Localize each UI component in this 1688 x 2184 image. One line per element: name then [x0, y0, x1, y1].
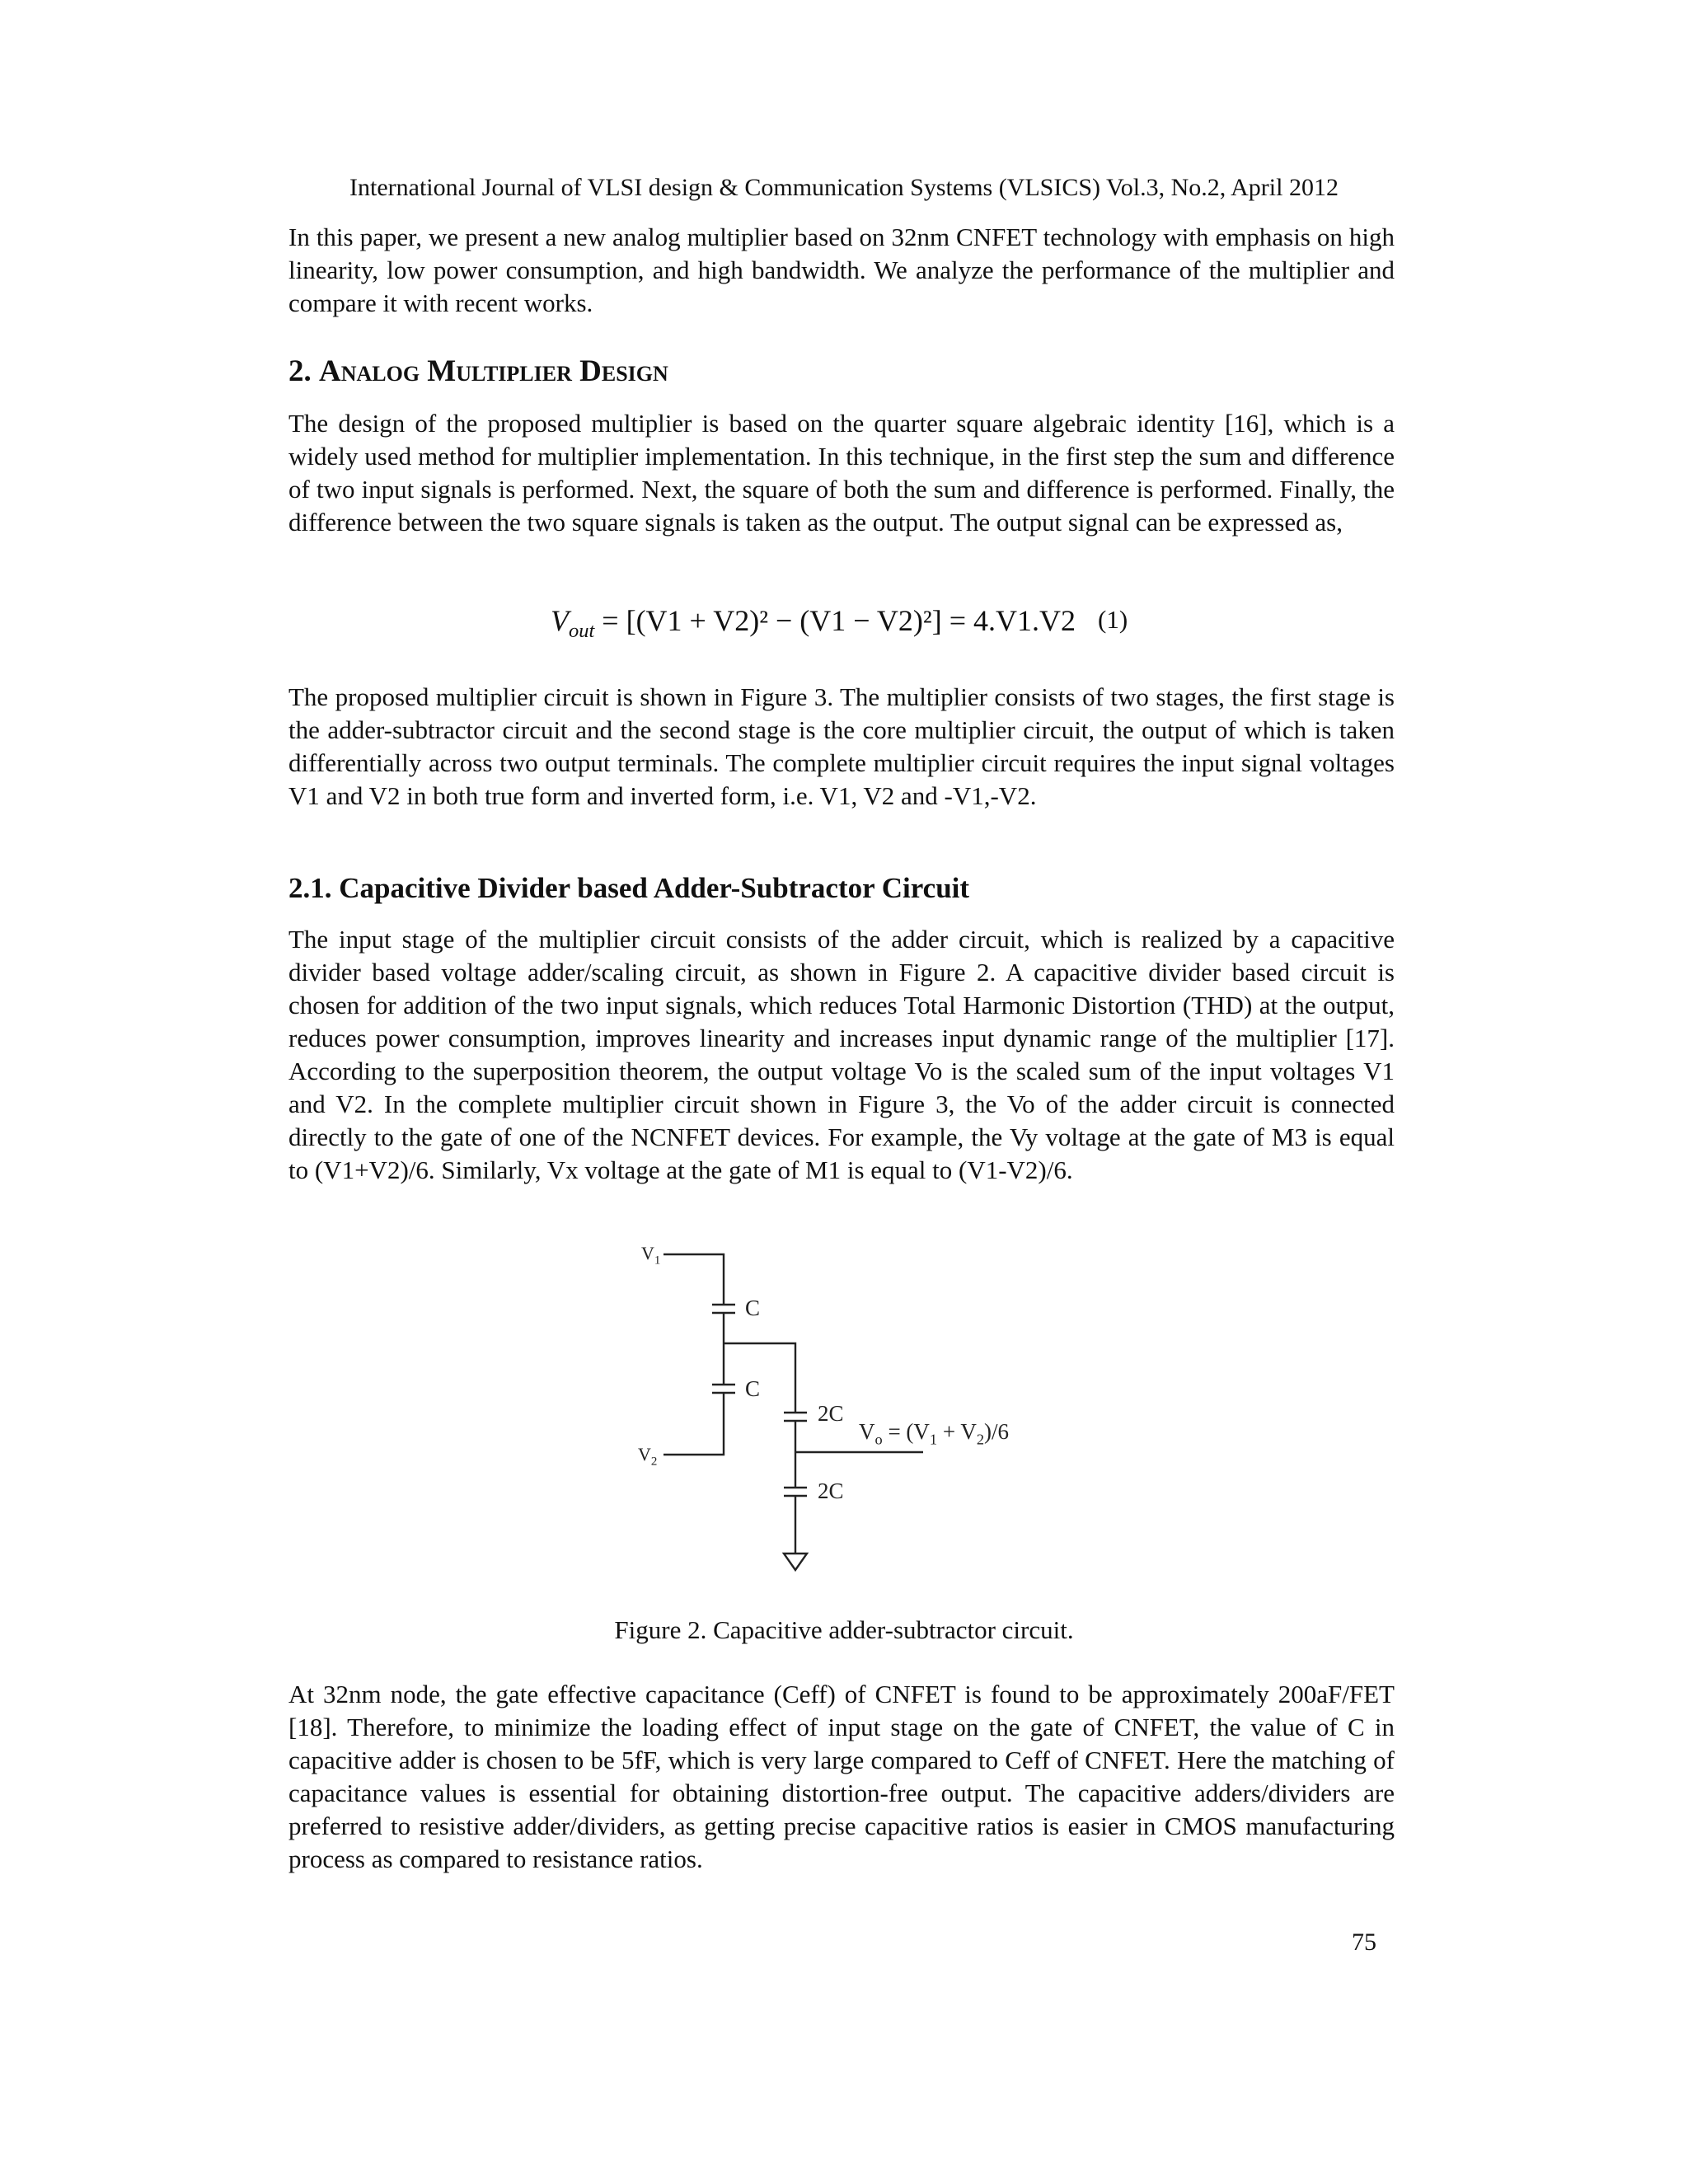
wire-v1 — [663, 1254, 724, 1305]
equation-1-body — [551, 603, 1076, 643]
section-2-number: 2. — [288, 354, 319, 388]
wire-v2 — [663, 1393, 724, 1455]
label-c-mid: C — [745, 1376, 761, 1401]
label-c-top: C — [745, 1296, 761, 1320]
figure-2-caption: Figure 2. Capacitive adder-subtractor circuit. — [614, 1615, 1074, 1644]
equation-1-expression: = [(V1 + V2)² − (V1 − V2)²] = 4.V1.V2 — [602, 604, 1076, 637]
section-2-heading — [288, 353, 668, 391]
section-2-1-heading: 2.1. Capacitive Divider based Adder-Subtractor Circuit — [288, 872, 970, 904]
circuit-diagram — [626, 1244, 1088, 1607]
label-v2: $V_2$ — [638, 1444, 658, 1469]
label-2c-top: 2C — [818, 1401, 844, 1426]
label-vo: $V_o = (V_1 + V_2)/6$ — [859, 1419, 1010, 1448]
label-2c-bottom: 2C — [818, 1479, 844, 1503]
equation-1 — [288, 603, 1395, 653]
intro-paragraph: In this paper, we present a new analog multiplier based on 32nm CNFET technology with emphasis on high linearity, low power consumption, and high bandwidth. We analyze the performance of the multiplier and compare it with recent works. — [288, 223, 1395, 317]
section-2-paragraph-2: The proposed multiplier circuit is shown in Figure 3. The multiplier consists of two stages, the first stage is the adder-subtractor circuit and the second stage is the core multiplier circuit, the output of which is taken differentially across two output terminals. The complete multiplier circuit requires the input signal voltages V1 and V2 in both true form and inverted form, i.e. V1, V2 and -V1,-V2. — [288, 682, 1395, 810]
section-2-paragraph-1: The design of the proposed multiplier is based on the quarter square algebraic identity [16], which is a widely used method for multiplier implementation. In this technique, in the first step the sum and difference of two input signals is performed. Next, the square of both the sum and difference is performed. Finally, the difference between the two square signals is taken as the output. The output signal can be expressed as, — [288, 409, 1395, 537]
journal-header: International Journal of VLSI design & Communication Systems (VLSICS) Vol.3, No.2, April 2012 — [349, 174, 1339, 201]
figure-2-circuit — [626, 1244, 1088, 1607]
ground-symbol — [784, 1554, 807, 1570]
closing-paragraph: At 32nm node, the gate effective capacitance (Ceff) of CNFET is found to be approximately 200aF/FET [18]. Therefore, to minimize the loading effect of input stage on the gate of CNFET, the value of C in capacitive adder is chosen to be 5fF, which is very large compared to Ceff of CNFET. Here the matching of capacitance values is essential for obtaining distortion-free output. The capacitive adders/dividers are preferred to resistive adder/dividers, as getting precise capacitive ratios is easier in CMOS manufacturing process as compared to resistance ratios. — [288, 1680, 1395, 1873]
equation-1-number: (1) — [1098, 605, 1128, 634]
equation-1-lhs: $V_{out}$ — [551, 604, 595, 643]
label-v1: $V_1$ — [641, 1243, 661, 1268]
section-2-title: Analog Multiplier Design — [319, 354, 668, 388]
page-number: 75 — [1352, 1929, 1376, 1956]
section-2-1-paragraph-1: The input stage of the multiplier circuit consists of the adder circuit, which is realized by a capacitive divider based voltage adder/scaling circuit, as shown in Figure 2. A capacitive divider based circuit is chosen for addition of the two input signals, which reduces Total Harmonic Distortion (THD) at the output, reduces power consumption, improves linearity and increases input dynamic range of the multiplier [17]. According to the superposition theorem, the output voltage Vo is the scaled sum of the input voltages V1 and V2. In the complete multiplier circuit shown in Figure 3, the Vo of the adder circuit is connected directly to the gate of one of the NCNFET devices. For example, the Vy voltage at the gate of M3 is equal to (V1+V2)/6. Similarly, Vx voltage at the gate of M1 is equal to (V1-V2)/6. — [288, 925, 1395, 1184]
